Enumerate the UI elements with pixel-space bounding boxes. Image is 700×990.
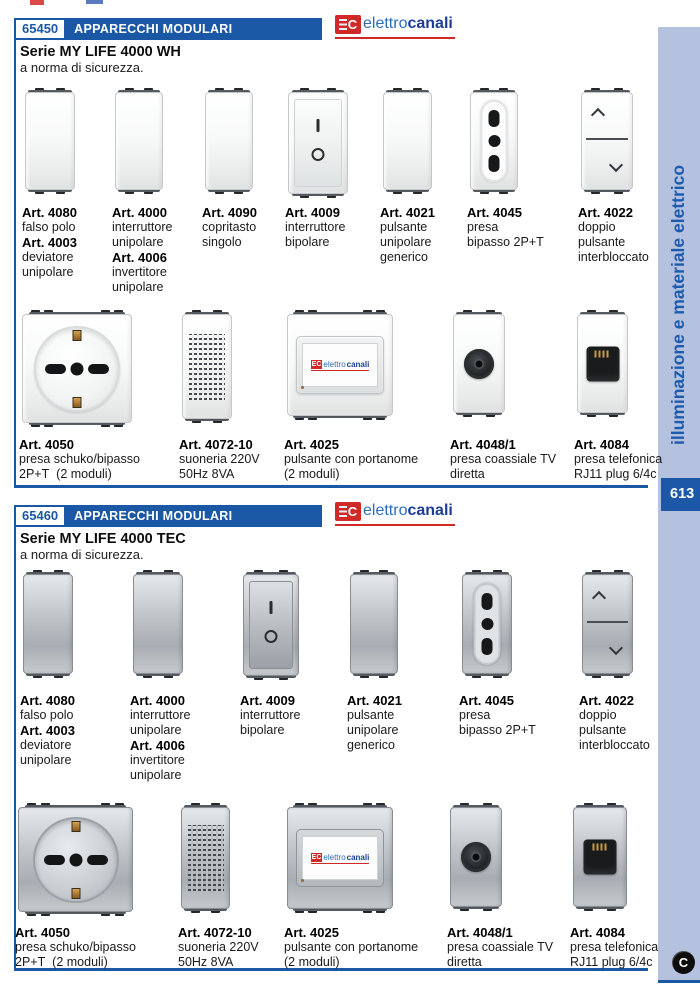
socket-hole-icon xyxy=(488,135,500,147)
series-name: Serie MY LIFE 4000 WH xyxy=(20,44,181,60)
socket-hole-icon xyxy=(71,362,84,375)
product-label-art-4045: Art. 4045 presa bipasso 2P+T xyxy=(459,693,536,737)
product-label-art-4021: Art. 4021 pulsante unipolare generico xyxy=(347,693,402,752)
module-body xyxy=(205,92,253,190)
product-label-art-4050: Art. 4050 presa schuko/bipasso 2P+T (2 moduli) xyxy=(19,437,140,481)
product-photo-art-4084 xyxy=(573,803,627,911)
product-label-art-4048-1: Art. 4048/1 presa coassiale TV diretta xyxy=(450,437,557,481)
product-photo-art-4048-1 xyxy=(450,803,502,911)
product-label-art-4022: Art. 4022 doppio pulsante interbloccato xyxy=(579,693,650,752)
product-label-art-4084: Art. 4084 presa telefonica RJ11 plug 6/4c xyxy=(570,925,659,969)
tv-coax-connector-icon xyxy=(464,349,494,379)
publisher-mark-icon: C xyxy=(672,951,695,974)
tv-coax-connector-icon xyxy=(461,842,491,872)
product-photo-art-4048-1 xyxy=(453,310,505,417)
product-photo-art-4025 xyxy=(287,310,393,420)
socket-hole-icon xyxy=(489,155,500,172)
coax-pin-icon xyxy=(473,854,480,861)
on-i-glyph-icon xyxy=(270,601,273,614)
socket-hole-icon xyxy=(87,855,108,865)
socket-hole-icon xyxy=(69,853,82,866)
product-photo-art-4080 xyxy=(25,88,75,194)
brand-emblem-icon: EC xyxy=(311,360,322,368)
section-code-badge: 65450 xyxy=(16,20,64,38)
product-label-art-4000: Art. 4000 interruttore unipolare Art. 4006 invertitore unipolare xyxy=(112,205,173,294)
product-photo-art-4022 xyxy=(582,570,633,678)
product-photo-art-4080 xyxy=(23,570,73,678)
product-photo-art-4000 xyxy=(133,570,183,678)
brand-name-bold: canali xyxy=(407,502,453,519)
nameplate-label-card xyxy=(302,836,378,880)
product-label-art-4009: Art. 4009 interruttore bipolare xyxy=(240,693,301,737)
section-code-badge: 65460 xyxy=(16,507,64,525)
product-label-art-4021: Art. 4021 pulsante unipolare generico xyxy=(380,205,435,264)
module-body xyxy=(287,314,393,416)
product-label-art-4025: Art. 4025 pulsante con portanome (2 moduli) xyxy=(284,437,419,481)
schuko-socket-face xyxy=(34,326,120,412)
nameplate-window xyxy=(296,336,384,394)
off-o-glyph-icon xyxy=(312,148,325,161)
series-name: Serie MY LIFE 4000 TEC xyxy=(20,531,186,547)
product-photo-art-4021 xyxy=(350,570,398,678)
button-divider xyxy=(586,138,628,140)
page-number-badge: 613 xyxy=(661,478,700,511)
brand-logo: EC elettro canali xyxy=(311,852,370,862)
product-photo-art-4072-10 xyxy=(181,803,230,913)
product-photo-art-4022 xyxy=(581,88,633,194)
module-body xyxy=(581,92,633,190)
product-photo-art-4072-10 xyxy=(182,310,232,423)
product-label-art-4072-10: Art. 4072-10 suoneria 220V 50Hz 8VA xyxy=(178,925,259,969)
rocker-switch-face xyxy=(249,581,293,669)
module-body xyxy=(23,574,73,674)
module-body xyxy=(470,92,518,190)
module-body xyxy=(133,574,183,674)
rj11-jack-icon xyxy=(586,346,619,381)
rj11-pins-icon xyxy=(592,844,608,851)
module-body xyxy=(577,314,628,413)
product-photo-art-4009 xyxy=(243,570,299,680)
section-title: APPARECCHI MODULARI xyxy=(74,22,233,36)
product-photo-art-4045 xyxy=(470,88,518,194)
ground-clip-icon xyxy=(73,330,82,341)
module-body xyxy=(181,807,230,909)
product-label-art-4022: Art. 4022 doppio pulsante interbloccato xyxy=(578,205,649,264)
product-photo-art-4050 xyxy=(22,310,132,427)
product-label-art-4000: Art. 4000 interruttore unipolare Art. 4006 invertitore unipolare xyxy=(130,693,191,782)
product-photo-art-4000 xyxy=(115,88,163,194)
module-body xyxy=(182,314,232,419)
product-photo-art-4050 xyxy=(18,803,133,916)
socket-hole-icon xyxy=(88,364,109,374)
socket-face xyxy=(474,583,501,665)
product-photo-art-4009 xyxy=(288,88,348,198)
product-label-art-4090: Art. 4090 copritasto singolo xyxy=(202,205,257,249)
product-label-art-4009: Art. 4009 interruttore bipolare xyxy=(285,205,346,249)
product-label-art-4072-10: Art. 4072-10 suoneria 220V 50Hz 8VA xyxy=(179,437,260,481)
screw-icon xyxy=(301,386,304,389)
series-note: a norma di sicurezza. xyxy=(20,60,144,75)
product-label-art-4050: Art. 4050 presa schuko/bipasso 2P+T (2 moduli) xyxy=(15,925,136,969)
socket-hole-icon xyxy=(44,855,65,865)
nameplate-window xyxy=(296,829,384,887)
module-body xyxy=(582,574,633,674)
product-photo-art-4025 xyxy=(287,803,393,913)
off-o-glyph-icon xyxy=(265,630,278,643)
module-body xyxy=(18,807,133,912)
socket-hole-icon xyxy=(482,593,493,610)
module-body xyxy=(243,574,299,676)
screw-icon xyxy=(301,879,304,882)
socket-hole-icon xyxy=(481,618,493,630)
brand-emblem-icon: EC xyxy=(311,853,322,861)
series-note: a norma di sicurezza. xyxy=(20,547,144,562)
buzzer-vents-icon xyxy=(188,825,224,891)
chevron-up-icon xyxy=(592,591,606,605)
coax-pin-icon xyxy=(476,360,483,367)
product-label-art-4080: Art. 4080 falso polo Art. 4003 deviatore unipolare xyxy=(20,693,75,767)
product-label-art-4025: Art. 4025 pulsante con portanome (2 moduli) xyxy=(284,925,419,969)
ground-clip-icon xyxy=(71,821,80,832)
module-body xyxy=(383,92,432,190)
product-label-art-4048-1: Art. 4048/1 presa coassiale TV diretta xyxy=(447,925,554,969)
socket-hole-icon xyxy=(45,364,66,374)
chevron-up-icon xyxy=(591,108,605,122)
module-body xyxy=(287,807,393,909)
chevron-down-icon xyxy=(609,641,623,655)
product-photo-art-4084 xyxy=(577,310,628,417)
buzzer-vents-icon xyxy=(189,334,225,400)
module-body xyxy=(350,574,398,674)
product-label-art-4080: Art. 4080 falso polo Art. 4003 deviatore unipolare xyxy=(22,205,77,279)
product-photo-art-4045 xyxy=(462,570,512,678)
ground-clip-icon xyxy=(71,888,80,899)
module-body xyxy=(22,314,132,423)
nameplate-label-card xyxy=(302,343,378,387)
brand-name-light: elettro xyxy=(363,502,408,519)
ground-clip-icon xyxy=(73,397,82,408)
product-label-art-4084: Art. 4084 presa telefonica RJ11 plug 6/4c xyxy=(574,437,663,481)
module-body xyxy=(573,807,627,907)
sidebar-category-label: illuminazione e materiale elettrico xyxy=(668,164,688,445)
module-body xyxy=(450,807,502,907)
on-i-glyph-icon xyxy=(317,119,320,132)
module-body xyxy=(462,574,512,674)
socket-hole-icon xyxy=(482,638,493,655)
socket-face xyxy=(481,100,508,182)
rocker-switch-face xyxy=(294,99,342,187)
product-photo-art-4090 xyxy=(205,88,253,194)
module-body xyxy=(453,314,505,413)
brand-logo: EC elettro canali xyxy=(311,359,370,369)
module-body xyxy=(115,92,163,190)
section-title: APPARECCHI MODULARI xyxy=(74,509,233,523)
socket-hole-icon xyxy=(489,110,500,127)
brand-name-bold: canali xyxy=(407,15,453,32)
product-label-art-4045: Art. 4045 presa bipasso 2P+T xyxy=(467,205,544,249)
module-body xyxy=(288,92,348,194)
product-photo-art-4021 xyxy=(383,88,432,194)
rj11-pins-icon xyxy=(595,350,611,357)
chevron-down-icon xyxy=(609,158,623,172)
brand-name-light: elettro xyxy=(363,15,408,32)
module-body xyxy=(25,92,75,190)
schuko-socket-face xyxy=(33,817,119,903)
brand-emblem-icon: C xyxy=(335,15,361,34)
rj11-jack-icon xyxy=(584,840,617,875)
brand-emblem-icon: C xyxy=(335,502,361,521)
button-divider xyxy=(587,621,628,623)
